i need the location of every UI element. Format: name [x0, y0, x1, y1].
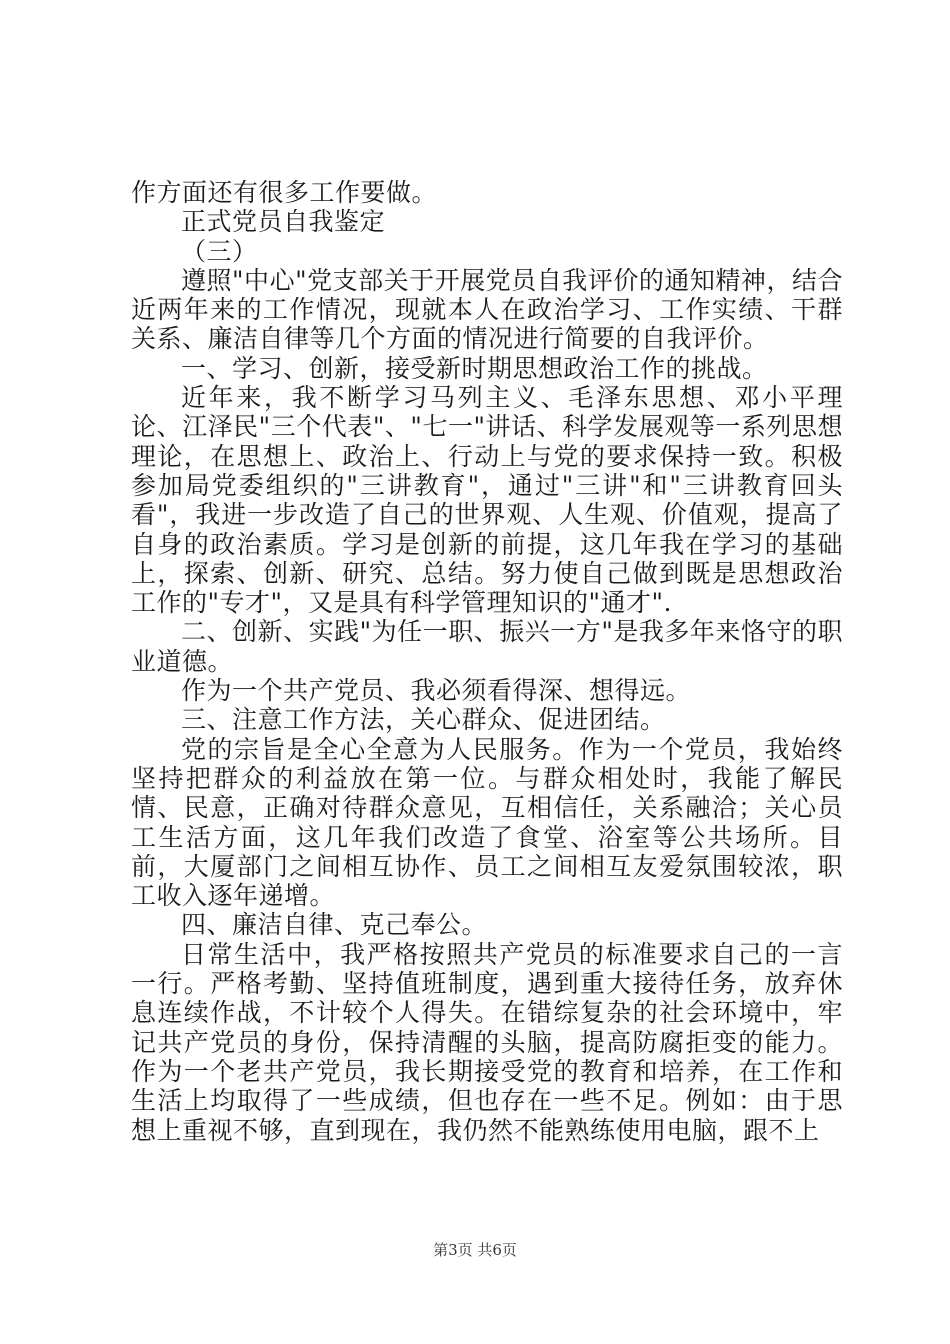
paragraph: 遵照"中心"党支部关于开展党员自我评价的通知精神，结合近两年来的工作情况，现就本人在政治学习、工作实绩、干群关系、廉洁自律等几个方面的情况进行简要的自我评价。	[131, 265, 843, 354]
paragraph: 作为一个共产党员、我必须看得深、想得远。	[181, 676, 692, 706]
paragraph: 作方面还有很多工作要做。	[131, 178, 438, 207]
page-footer	[0, 1239, 950, 1260]
paragraph: 近年来，我不断学习马列主义、毛泽东思想、邓小平理论、江泽民"三个代表"、"七一"讲话、科学发展观等一系列思想理论，在思想上、政治上、行动上与党的要求保持一致。积极参加局党委组织的"三讲教育"，通过"三讲"和"三讲教育回头看"，我进一步改造了自己的世界观、人生观、价值观，提高了自身的政治素质。学习是创新的前提，这几年我在学习的基础上，探索、创新、研究、总结。努力使自己做到既是思想政治工作的"专才"，又是具有科学管理知识的"通才".	[131, 383, 843, 618]
heading-item-3: 三、注意工作方法，关心群众、促进团结。	[181, 705, 666, 735]
heading-item-1: 一、学习、创新，接受新时期思想政治工作的挑战。	[181, 353, 768, 383]
document-body	[131, 178, 843, 1145]
section-number: （三）	[181, 236, 258, 266]
page-number: 第3页 共6页	[433, 1241, 517, 1259]
section-title: 正式党员自我鉴定	[181, 207, 386, 237]
heading-item-2: 二、创新、实践"为任一职、振兴一方"是我多年来恪守的职业道德。	[131, 617, 843, 676]
heading-item-4: 四、廉洁自律、克己奉公。	[181, 910, 488, 940]
paragraph: 党的宗旨是全心全意为人民服务。作为一个党员，我始终坚持把群众的利益放在第一位。与群众相处时，我能了解民情、民意，正确对待群众意见，互相信任，关系融洽；关心员工生活方面，这几年我们改造了食堂、浴室等公共场所。目前，大厦部门之间相互协作、员工之间相互友爱氛围较浓，职工收入逐年递增。	[131, 734, 843, 911]
paragraph: 日常生活中，我严格按照共产党员的标准要求自己的一言一行。严格考勤、坚持值班制度，遇到重大接待任务，放弃休息连续作战，不计较个人得失。在错综复杂的社会环境中，牢记共产党员的身份，保持清醒的头脑，提高防腐拒变的能力。作为一个老共产党员，我长期接受党的教育和培养，在工作和生活上均取得了一些成绩，但也存在一些不足。例如：由于思想上重视不够，直到现在，我仍然不能熟练使用电脑，跟不上	[131, 939, 843, 1145]
